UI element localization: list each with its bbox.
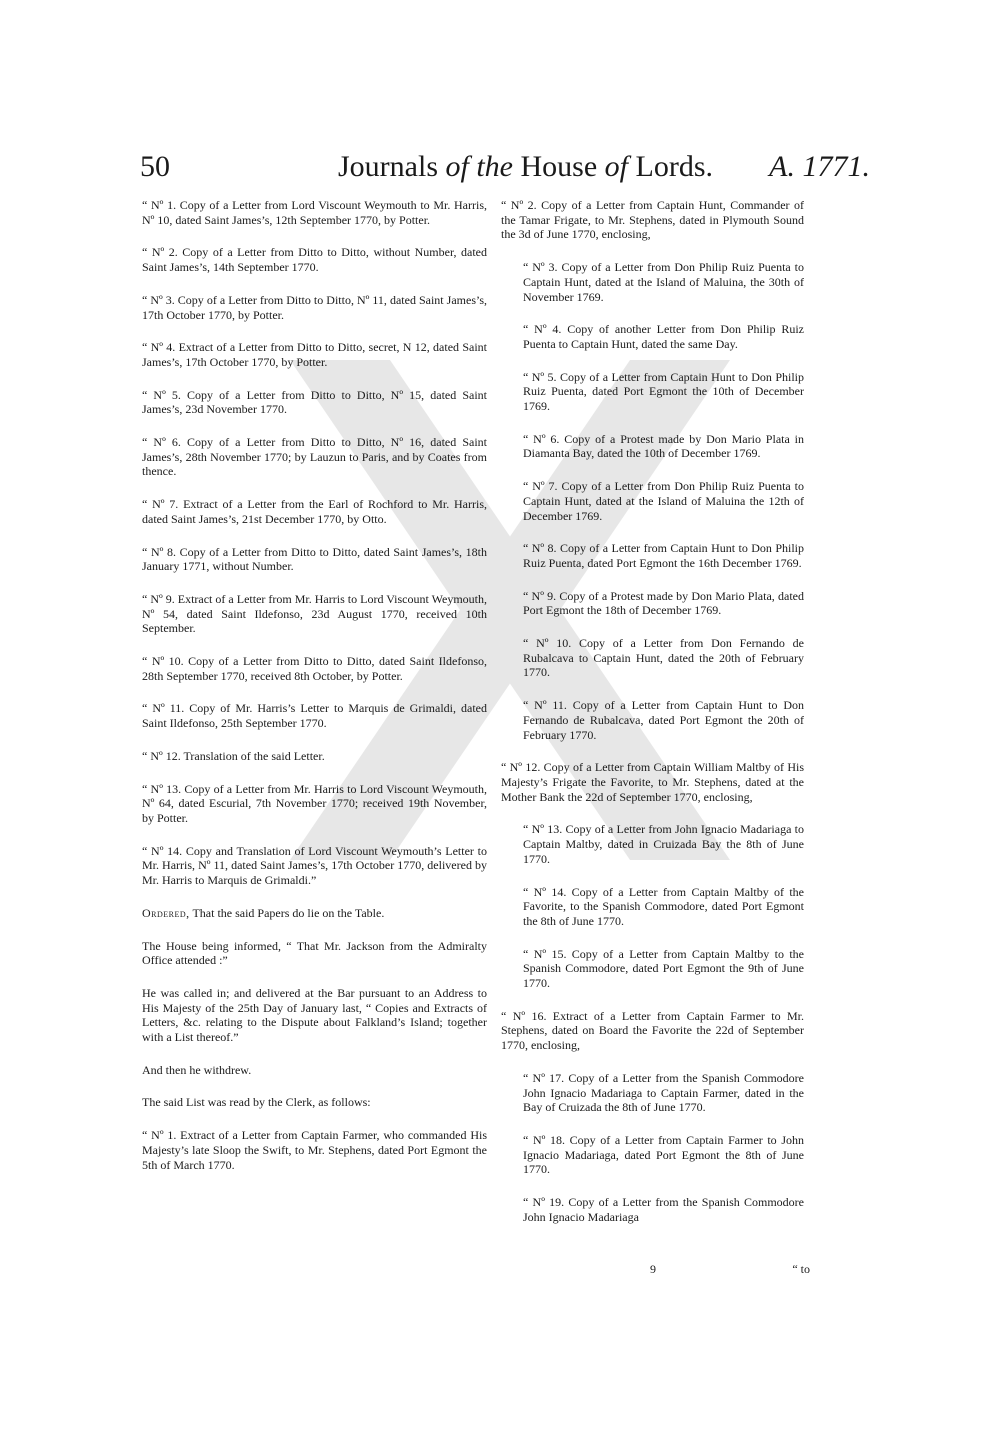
list-item: “ Nº 6. Copy of a Protest made by Don Mario Plata in Diamanta Bay, dated the 10th of December 1769. [523, 431, 804, 461]
list-item: “ Nº 18. Copy of a Letter from Captain Farmer to John Ignacio Madariaga, dated Port Egmont the 8th of June 1770. [523, 1132, 804, 1177]
list-item: “ Nº 3. Copy of a Letter from Ditto to Ditto, Nº 11, dated Saint James’s, 17th October 1770, by Potter. [142, 292, 487, 322]
list-item: “ Nº 4. Copy of another Letter from Don Philip Ruiz Puenta to Captain Hunt, dated the same Day. [523, 322, 804, 351]
list-item: “ Nº 1. Copy of a Letter from Lord Viscount Weymouth to Mr. Harris, Nº 10, dated Saint James’s, 12th September 1770, by Potter. [142, 198, 487, 227]
list-item: “ Nº 9. Extract of a Letter from Mr. Harris to Lord Viscount Weymouth, Nº 54, dated Saint Ildefonso, 23d August 1770, received 10th September. [142, 591, 487, 636]
list-item: “ Nº 11. Copy of a Letter from Captain Hunt to Don Fernando de Rubalcava, dated Port Egmont the 20th of February 1770. [523, 698, 804, 742]
list-item: “ Nº 19. Copy of a Letter from the Spanish Commodore John Ignacio Madariaga [523, 1195, 804, 1224]
house-informed-paragraph: The House being informed, “ That Mr. Jackson from the Admiralty Office attended :” [142, 938, 487, 968]
left-column [142, 198, 487, 1190]
list-item: “ Nº 12. Translation of the said Letter. [142, 748, 325, 763]
ordered-paragraph: Ordered, That the said Papers do lie on the Table. [142, 905, 385, 920]
list-item: “ Nº 15. Copy of a Letter from Captain Maltby to the Spanish Commodore, dated Port Egmont the 9th of June 1770. [523, 946, 804, 991]
page-number: 50 [140, 150, 170, 183]
list-item: “ Nº 10. Copy of a Letter from Ditto to Ditto, dated Saint Ildefonso, 28th September 1770, received 8th October, by Potter. [142, 654, 487, 683]
page-footer [650, 1262, 810, 1277]
signature-mark: 9 [650, 1262, 656, 1276]
list-item: “ Nº 14. Copy and Translation of Lord Viscount Weymouth’s Letter to Mr. Harris, Nº 11, dated Saint James’s, 17th October 1770, delivered by Mr. Harris to Marquis de Grimaldi.” [142, 843, 487, 888]
list-item: “ Nº 13. Copy of a Letter from John Ignacio Madariaga to Captain Maltby, dated in Cruizada Bay the 8th of June 1770. [523, 822, 804, 866]
called-in-paragraph: He was called in; and delivered at the Bar pursuant to an Address to His Majesty of the 25th Day of January last, “ Copies and Extracts of Letters, &c. relating to the Dispute about Falkland’s Island; together with a List thereof.” [142, 985, 487, 1045]
list-item: “ Nº 3. Copy of a Letter from Don Philip Ruiz Puenta to Captain Hunt, dated at the Island of Maluina, the 30th of November 1769. [523, 260, 804, 304]
list-item: “ Nº 1. Extract of a Letter from Captain Farmer, who commanded His Majesty’s late Sloop the Swift, to Mr. Stephens, dated Port Egmont the 5th of March 1770. [142, 1128, 487, 1172]
list-item: “ Nº 13. Copy of a Letter from Mr. Harris to Lord Viscount Weymouth, Nº 64, dated Escurial, 7th November 1770; received 19th November, by Potter. [142, 781, 487, 825]
list-item: “ Nº 2. Copy of a Letter from Ditto to Ditto, without Number, dated Saint James’s, 14th September 1770. [142, 245, 487, 275]
list-item: “ Nº 14. Copy of a Letter from Captain Maltby of the Favorite, to the Spanish Commodore, dated Port Egmont the 8th of June 1770. [523, 884, 804, 928]
right-column [501, 198, 804, 1242]
page-year: A. 1771. [769, 150, 870, 183]
list-item: “ Nº 8. Copy of a Letter from Captain Hunt to Don Philip Ruiz Puenta, dated Port Egmont the 16th December 1769. [523, 541, 804, 570]
list-item: “ Nº 7. Copy of a Letter from Don Philip Ruiz Puenta to Captain Hunt, dated at the Island of Maluina the 12th of December 1769. [523, 479, 804, 523]
list-item: “ Nº 7. Extract of a Letter from the Earl of Rochford to Mr. Harris, dated Saint James’s, 21st December 1770, by Otto. [142, 497, 487, 526]
list-item: “ Nº 9. Copy of a Protest made by Don Mario Plata, dated Port Egmont the 18th of December 1769. [523, 588, 804, 618]
withdrew-paragraph: And then he withdrew. [142, 1062, 252, 1077]
list-item: “ Nº 10. Copy of a Letter from Don Fernando de Rubalcava to Captain Hunt, dated the 20th of February 1770. [523, 636, 804, 680]
list-read-paragraph: The said List was read by the Clerk, as follows: [142, 1095, 371, 1110]
list-item: “ Nº 4. Extract of a Letter from Ditto to Ditto, secret, N 12, dated Saint James’s, 17th October 1770, by Potter. [142, 340, 487, 369]
list-item: “ Nº 2. Copy of a Letter from Captain Hunt, Commander of the Tamar Frigate, to Mr. Stephens, dated in Plymouth Sound the 3d of June 1770, enclosing, [501, 198, 804, 242]
page-header [140, 150, 870, 194]
list-item: “ Nº 17. Copy of a Letter from the Spanish Commodore John Ignacio Madariaga to Captain Farmer, dated in the Bay of Cruizada the 8th of June 1770. [523, 1070, 804, 1115]
catchword: “ to [792, 1262, 810, 1276]
list-item: “ Nº 5. Copy of a Letter from Ditto to Ditto, Nº 15, dated Saint James’s, 23d November 1770. [142, 387, 487, 417]
page-title: Journals of the House of Lords. [338, 150, 713, 183]
list-item: “ Nº 6. Copy of a Letter from Ditto to Ditto, Nº 16, dated Saint James’s, 28th November 1770; by Lauzun to Paris, and by Coates from thence. [142, 435, 487, 479]
list-item: “ Nº 8. Copy of a Letter from Ditto to Ditto, dated Saint James’s, 18th January 1771, without Number. [142, 544, 487, 574]
list-item: “ Nº 11. Copy of Mr. Harris’s Letter to Marquis de Grimaldi, dated Saint Ildefonso, 25th September 1770. [142, 701, 487, 731]
list-item: “ Nº 12. Copy of a Letter from Captain William Maltby of His Majesty’s Frigate the Favorite, to Mr. Stephens, dated at the Mother Bank the 22d of September 1770, enclosing, [501, 760, 804, 804]
list-item: “ Nº 5. Copy of a Letter from Captain Hunt to Don Philip Ruiz Puenta, dated Port Egmont the 10th of December 1769. [523, 369, 804, 414]
list-item: “ Nº 16. Extract of a Letter from Captain Farmer to Mr. Stephens, dated on Board the Favorite the 22d of September 1770, enclosing, [501, 1008, 804, 1053]
